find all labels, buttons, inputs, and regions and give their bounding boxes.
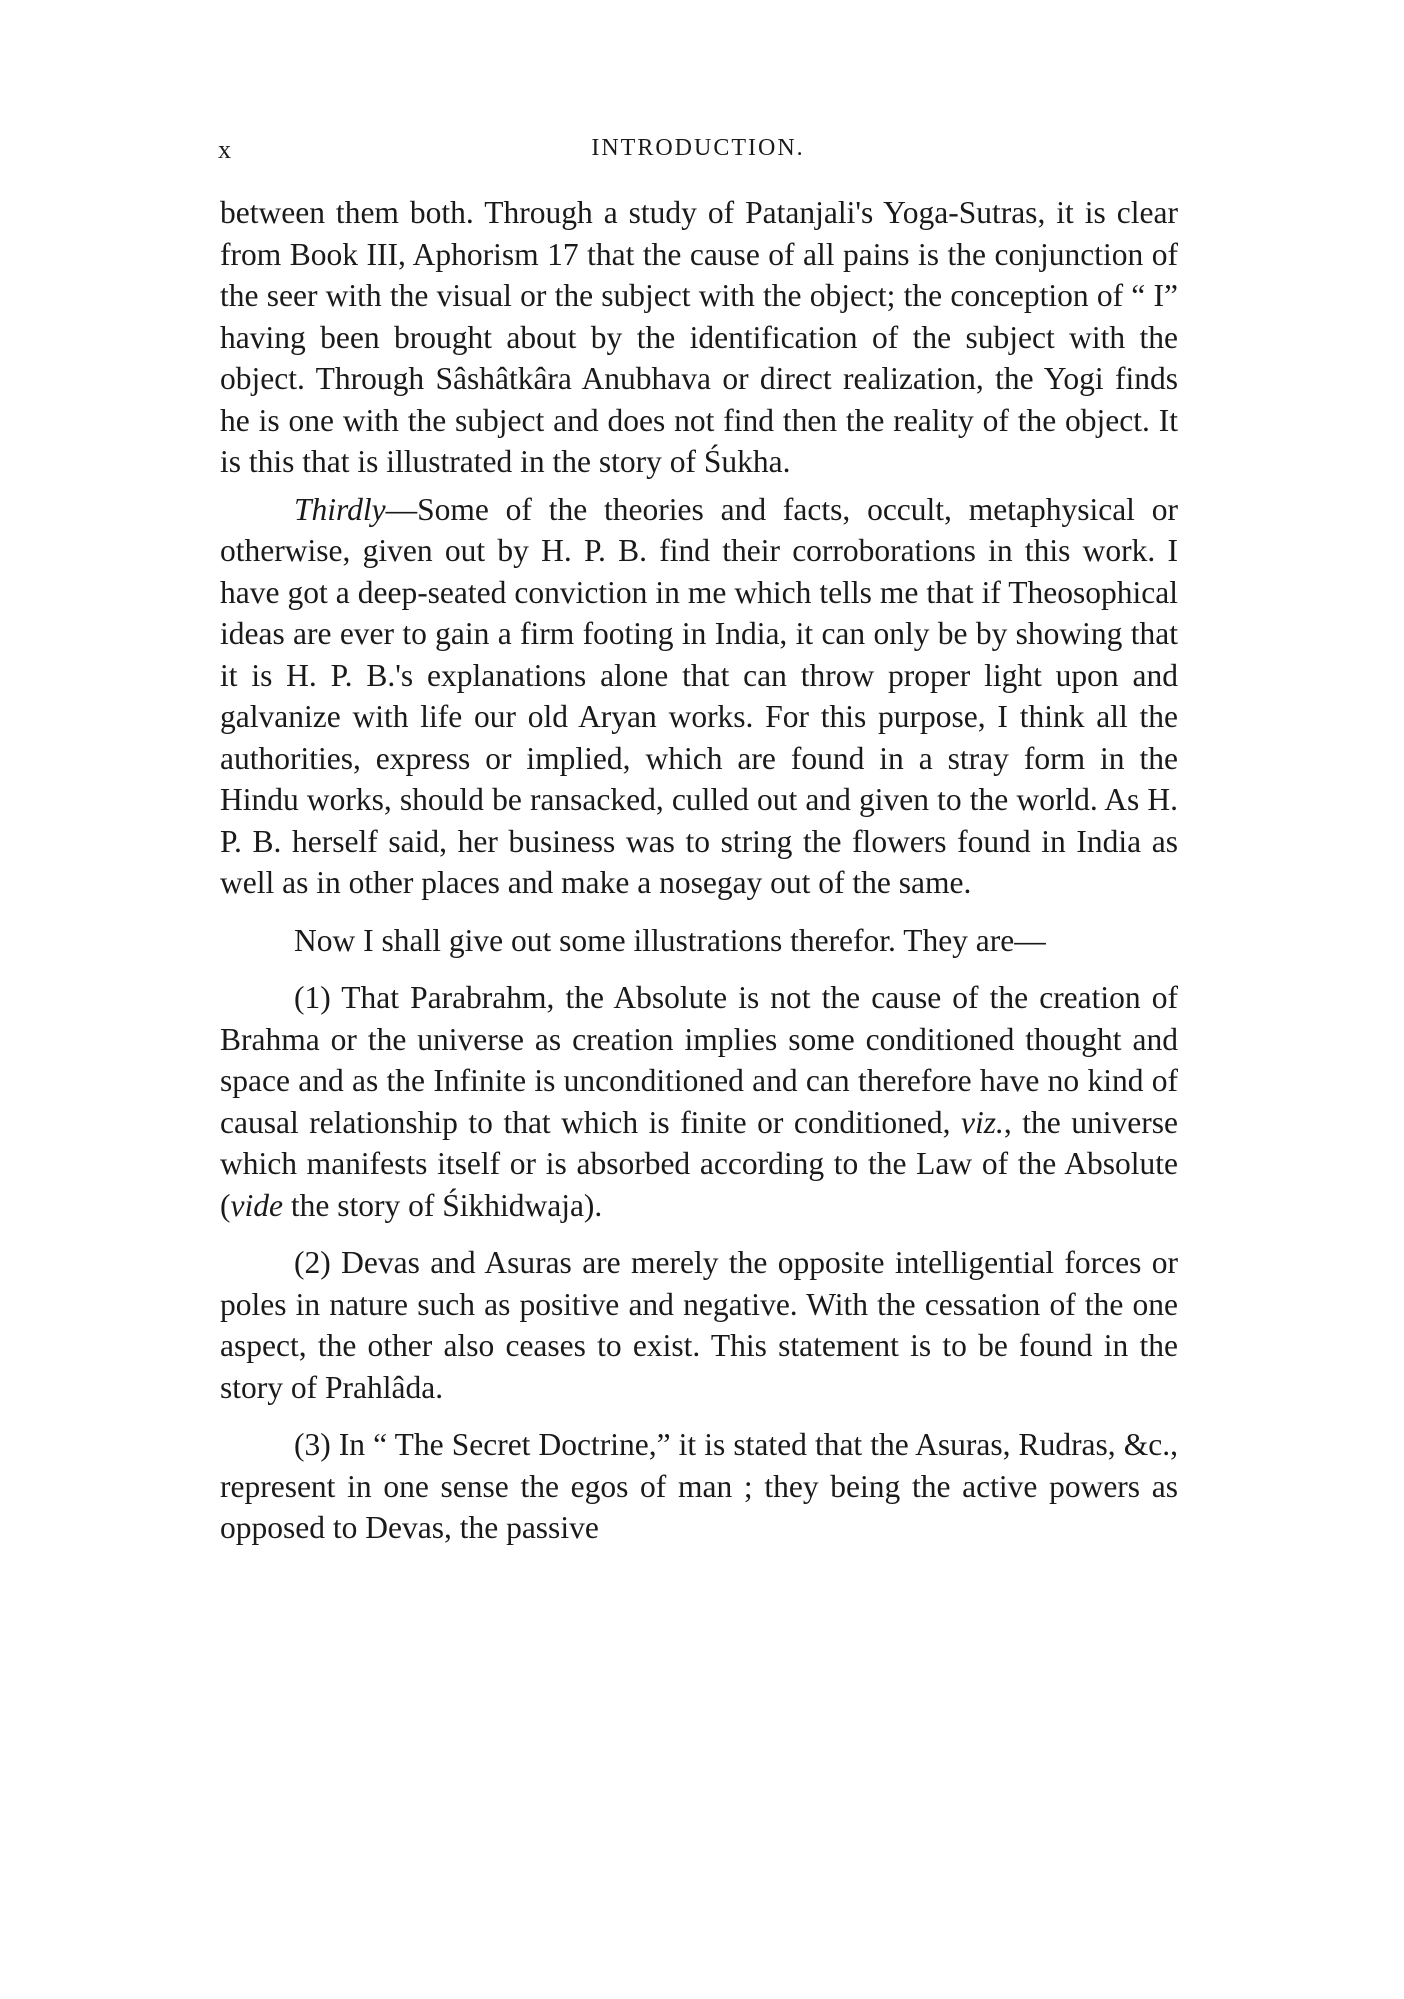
list-item-2: (2) Devas and Asuras are merely the opposite intelligential forces or poles in nature such as positive and negative. With the cessation of the one aspect, the other also ceases to exist. This statement is to be found in the story of Prahlâda. bbox=[220, 1245, 1178, 1405]
running-head-title: INTRODUCTION. bbox=[591, 135, 805, 161]
paragraph-thirdly bbox=[220, 489, 1178, 904]
running-head bbox=[218, 135, 1178, 175]
list-item-1 bbox=[220, 977, 1178, 1226]
item1-text-b: , the universe which manifests itself or is absorbed according to the Law of the Absolute ( bbox=[220, 1104, 1178, 1223]
item1-viz: viz. bbox=[961, 1104, 1004, 1140]
item1-text-c: the story of Śikhidwaja). bbox=[282, 1187, 603, 1223]
item1-vide: vide bbox=[230, 1187, 283, 1223]
paragraph-continuation: between them both. Through a study of Patanjali's Yoga-Sutras, it is clear from Book III, Aphorism 17 that the cause of all pains is the conjunction of the seer with the visual or the subject with the object; the conception of “ I” having been brought about by the identification of the subject with the object. Through Sâshâtkâra Anubhava or direct realization, the Yogi finds he is one with the subject and does not find then the reality of the object. It is this that is illustrated in the story of Śukha. bbox=[220, 195, 1178, 479]
item1-text-a: (1) That Parabrahm, the Absolute is not the cause of the creation of Brahma or the universe as creation implies some conditioned thought and space and as the Infinite is unconditioned and can therefore have no kind of causal relationship to that which is finite or conditioned, bbox=[220, 980, 1178, 1140]
list-item-3: (3) In “ The Secret Doctrine,” it is stated that the Asuras, Rudras, &c., represent in one sense the egos of man ; they being the active powers as opposed to Devas, the passive bbox=[220, 1427, 1178, 1545]
thirdly-lead: Thirdly bbox=[294, 491, 386, 527]
thirdly-text: —Some of the theories and facts, occult, metaphysical or otherwise, given out by H. P. B. find their corroborations in this work. I have got a deep-seated conviction in me which tells me that if Theosophical ideas are ever to gain a firm footing in India, it can only be by showing that it is H. P. B.'s explanations alone that can throw proper light upon and galvanize with life our old Aryan works. For this purpose, I think all the authorities, express or implied, which are found in a stray form in the Hindu works, should be ransacked, culled out and given to the world. As H. P. B. herself said, her business was to string the flowers found in India as well as in other places and make a nosegay out of the same. bbox=[220, 491, 1178, 900]
page-number: x bbox=[218, 135, 232, 164]
body-text bbox=[220, 192, 1178, 1549]
paragraph-illustrations-intro: Now I shall give out some illustrations therefor. They are— bbox=[294, 922, 1046, 958]
